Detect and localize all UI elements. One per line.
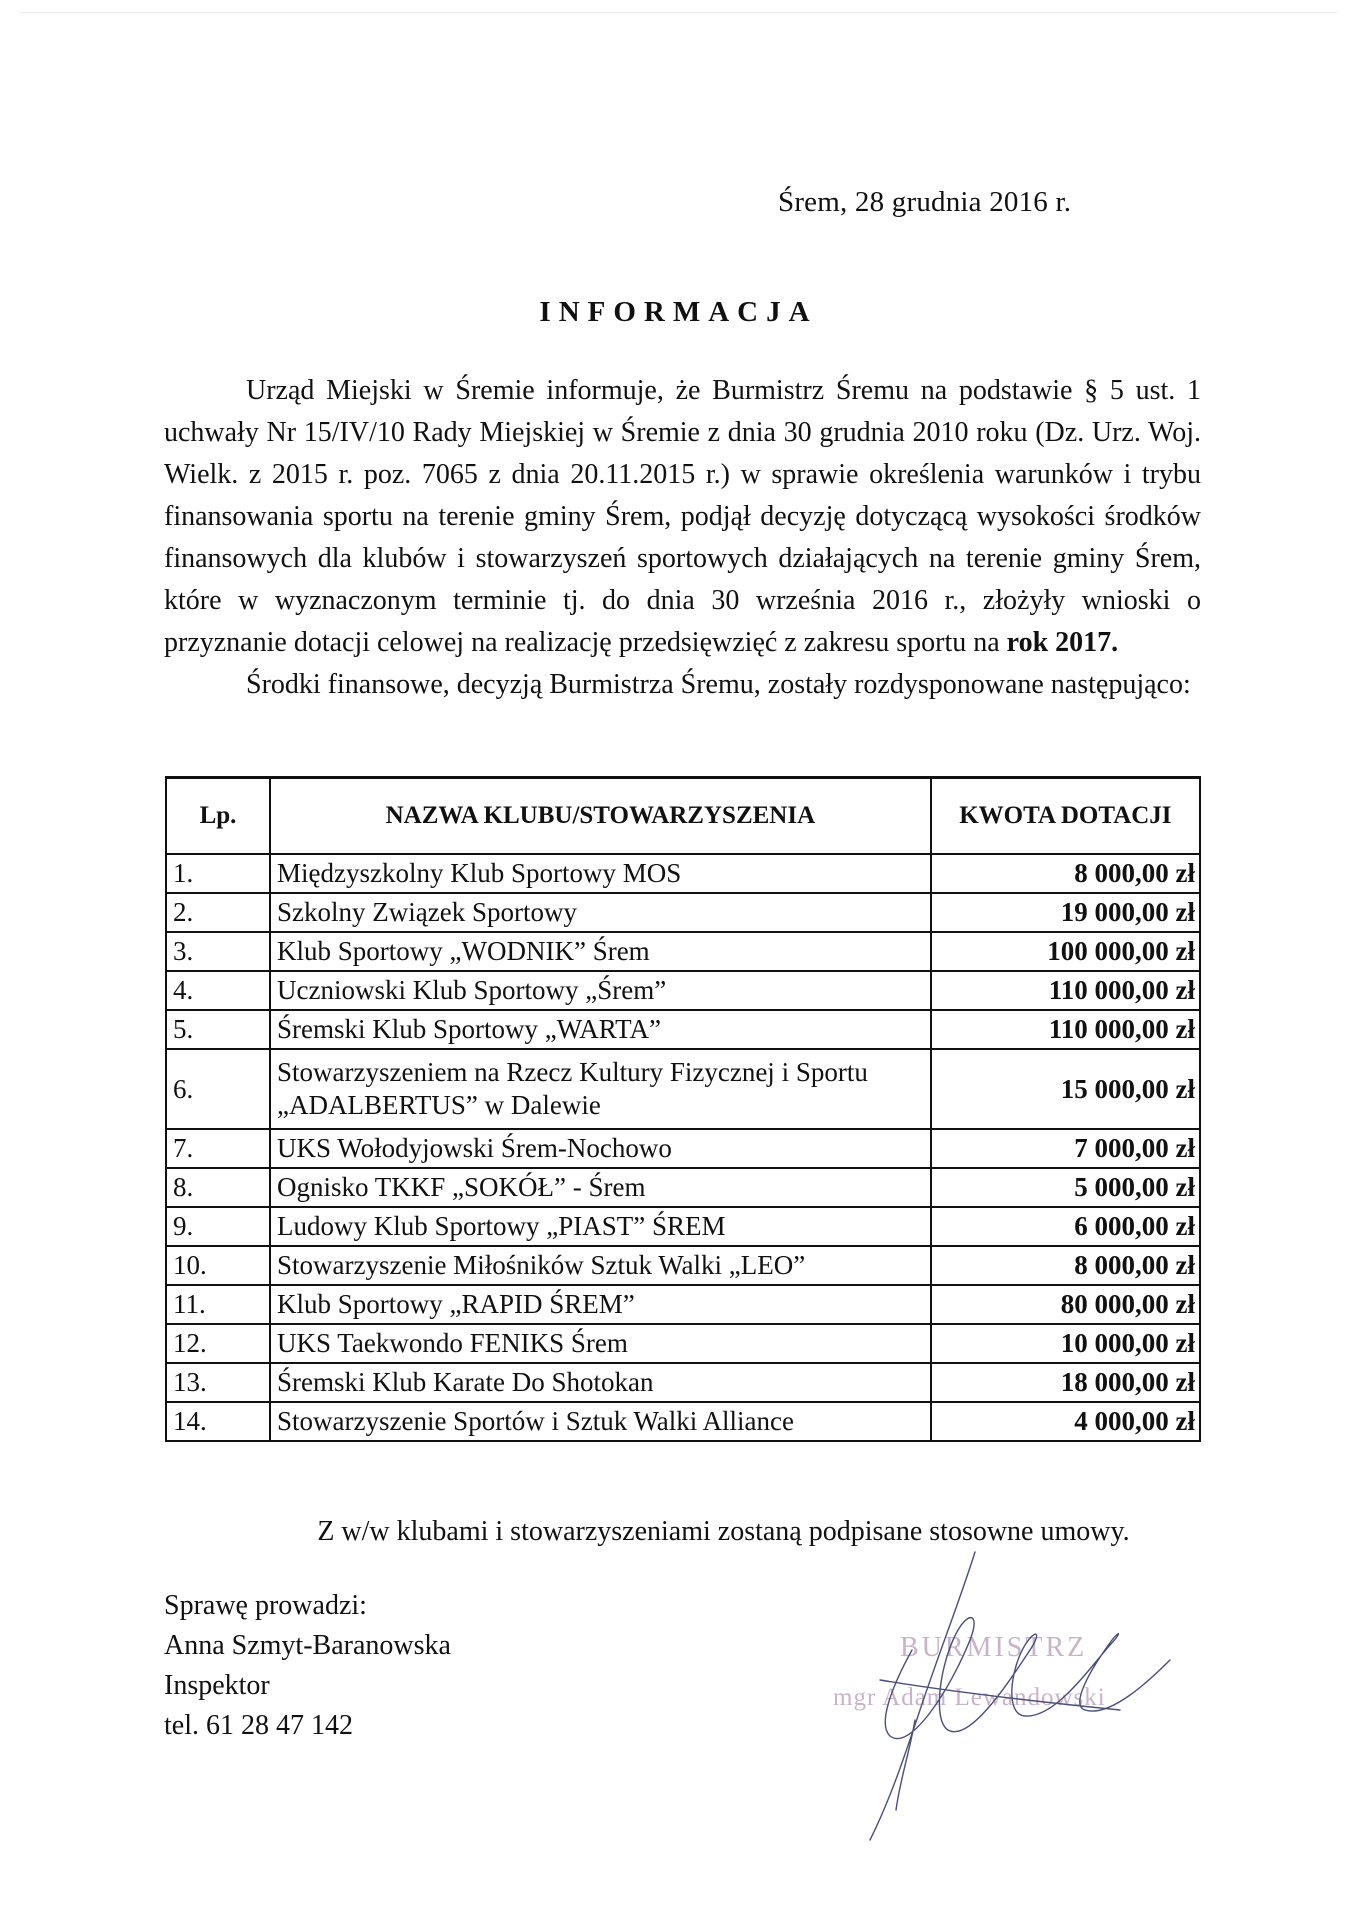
row-club-name: Śremski Klub Karate Do Shotokan [270, 1363, 931, 1402]
document-body [164, 370, 1201, 706]
header-amount: KWOTA DOTACJI [931, 778, 1200, 855]
row-amount: 8 000,00 zł [931, 1246, 1200, 1285]
table-row [166, 1010, 1200, 1049]
row-club-name: Międzyszkolny Klub Sportowy MOS [270, 854, 931, 893]
row-lp: 3. [166, 932, 270, 971]
table-row [166, 1363, 1200, 1402]
page-edge-line [20, 12, 1337, 13]
row-club-name: Stowarzyszeniem na Rzecz Kultury Fizycznej i Sportu „ADALBERTUS” w Dalewie [270, 1049, 931, 1129]
table-row [166, 854, 1200, 893]
body-paragraph-1 [164, 370, 1201, 664]
row-club-name: Ognisko TKKF „SOKÓŁ” - Śrem [270, 1168, 931, 1207]
row-lp: 9. [166, 1207, 270, 1246]
row-club-name: Stowarzyszenie Sportów i Sztuk Walki Alliance [270, 1402, 931, 1441]
row-amount: 110 000,00 zł [931, 1010, 1200, 1049]
row-amount: 100 000,00 zł [931, 932, 1200, 971]
table-row [166, 1168, 1200, 1207]
table-row [166, 1402, 1200, 1441]
table-row [166, 1324, 1200, 1363]
row-club-name: UKS Wołodyjowski Śrem-Nochowo [270, 1129, 931, 1168]
row-amount: 7 000,00 zł [931, 1129, 1200, 1168]
header-lp: Lp. [166, 778, 270, 855]
row-amount: 5 000,00 zł [931, 1168, 1200, 1207]
row-amount: 15 000,00 zł [931, 1049, 1200, 1129]
row-lp: 2. [166, 893, 270, 932]
table-row [166, 893, 1200, 932]
row-club-name: Klub Sportowy „RAPID ŚREM” [270, 1285, 931, 1324]
table-row [166, 1207, 1200, 1246]
row-club-name: Uczniowski Klub Sportowy „Śrem” [270, 971, 931, 1010]
table-row [166, 971, 1200, 1010]
row-amount: 80 000,00 zł [931, 1285, 1200, 1324]
table-header-row [166, 778, 1200, 855]
row-lp: 13. [166, 1363, 270, 1402]
row-club-name: Szkolny Związek Sportowy [270, 893, 931, 932]
row-club-name: Ludowy Klub Sportowy „PIAST” ŚREM [270, 1207, 931, 1246]
row-lp: 14. [166, 1402, 270, 1441]
row-amount: 8 000,00 zł [931, 854, 1200, 893]
row-lp: 7. [166, 1129, 270, 1168]
document-title: INFORMACJA [539, 296, 818, 328]
row-lp: 8. [166, 1168, 270, 1207]
table-row [166, 1049, 1200, 1129]
row-club-name: Śremski Klub Sportowy „WARTA” [270, 1010, 931, 1049]
row-club-name: Stowarzyszenie Miłośników Sztuk Walki „LEO” [270, 1246, 931, 1285]
contact-role: Inspektor [164, 1670, 270, 1701]
row-lp: 4. [166, 971, 270, 1010]
stamp-title: BURMISTRZ [900, 1632, 1088, 1663]
row-amount: 6 000,00 zł [931, 1207, 1200, 1246]
row-amount: 19 000,00 zł [931, 893, 1200, 932]
signature-mark [820, 1540, 1180, 1860]
document-date: Śrem, 28 grudnia 2016 r. [778, 186, 1072, 218]
table-row [166, 1246, 1200, 1285]
table-row [166, 932, 1200, 971]
contact-block [164, 1586, 451, 1746]
row-amount: 110 000,00 zł [931, 971, 1200, 1010]
row-amount: 18 000,00 zł [931, 1363, 1200, 1402]
row-lp: 1. [166, 854, 270, 893]
row-amount: 10 000,00 zł [931, 1324, 1200, 1363]
contact-label: Sprawę prowadzi: [164, 1590, 367, 1621]
closing-note: Z w/w klubami i stowarzyszeniami zostaną podpisane stosowne umowy. [317, 1516, 1130, 1547]
row-lp: 11. [166, 1285, 270, 1324]
stamp-name: mgr Adam Lewandowski [833, 1684, 1106, 1711]
table-row [166, 1285, 1200, 1324]
row-lp: 5. [166, 1010, 270, 1049]
row-club-name: UKS Taekwondo FENIKS Śrem [270, 1324, 931, 1363]
body-paragraph-1-bold: rok 2017. [1006, 627, 1119, 658]
table-row [166, 1129, 1200, 1168]
row-lp: 6. [166, 1049, 270, 1129]
row-lp: 10. [166, 1246, 270, 1285]
body-paragraph-1-text: Urząd Miejski w Śremie informuje, że Burmistrz Śremu na podstawie § 5 ust. 1 uchwały Nr 15/IV/10 Rady Miejskiej w Śremie z dnia 30 grudnia 2010 roku (Dz. Urz. Woj. Wielk. z 2015 r. poz. 7065 z dnia 20.11.2015 r.) w sprawie określenia warunków i trybu finansowania sportu na terenie gminy Śrem, podjął decyzję dotyczącą wysokości środków finansowych dla klubów i stowarzyszeń sportowych działających na terenie gminy Śrem, które w wyznaczonym terminie tj. do dnia 30 września 2016 r., złożyły wnioski o przyznanie dotacji celowej na realizację przedsięwzięć z zakresu sportu na [164, 375, 1201, 658]
row-club-name: Klub Sportowy „WODNIK” Śrem [270, 932, 931, 971]
body-paragraph-2: Środki finansowe, decyzją Burmistrza Śremu, zostały rozdysponowane następująco: [246, 669, 1191, 700]
row-lp: 12. [166, 1324, 270, 1363]
header-name: NAZWA KLUBU/STOWARZYSZENIA [270, 778, 931, 855]
row-amount: 4 000,00 zł [931, 1402, 1200, 1441]
contact-name: Anna Szmyt-Baranowska [164, 1630, 451, 1661]
contact-phone: tel. 61 28 47 142 [164, 1710, 353, 1741]
grants-table [165, 776, 1201, 1442]
